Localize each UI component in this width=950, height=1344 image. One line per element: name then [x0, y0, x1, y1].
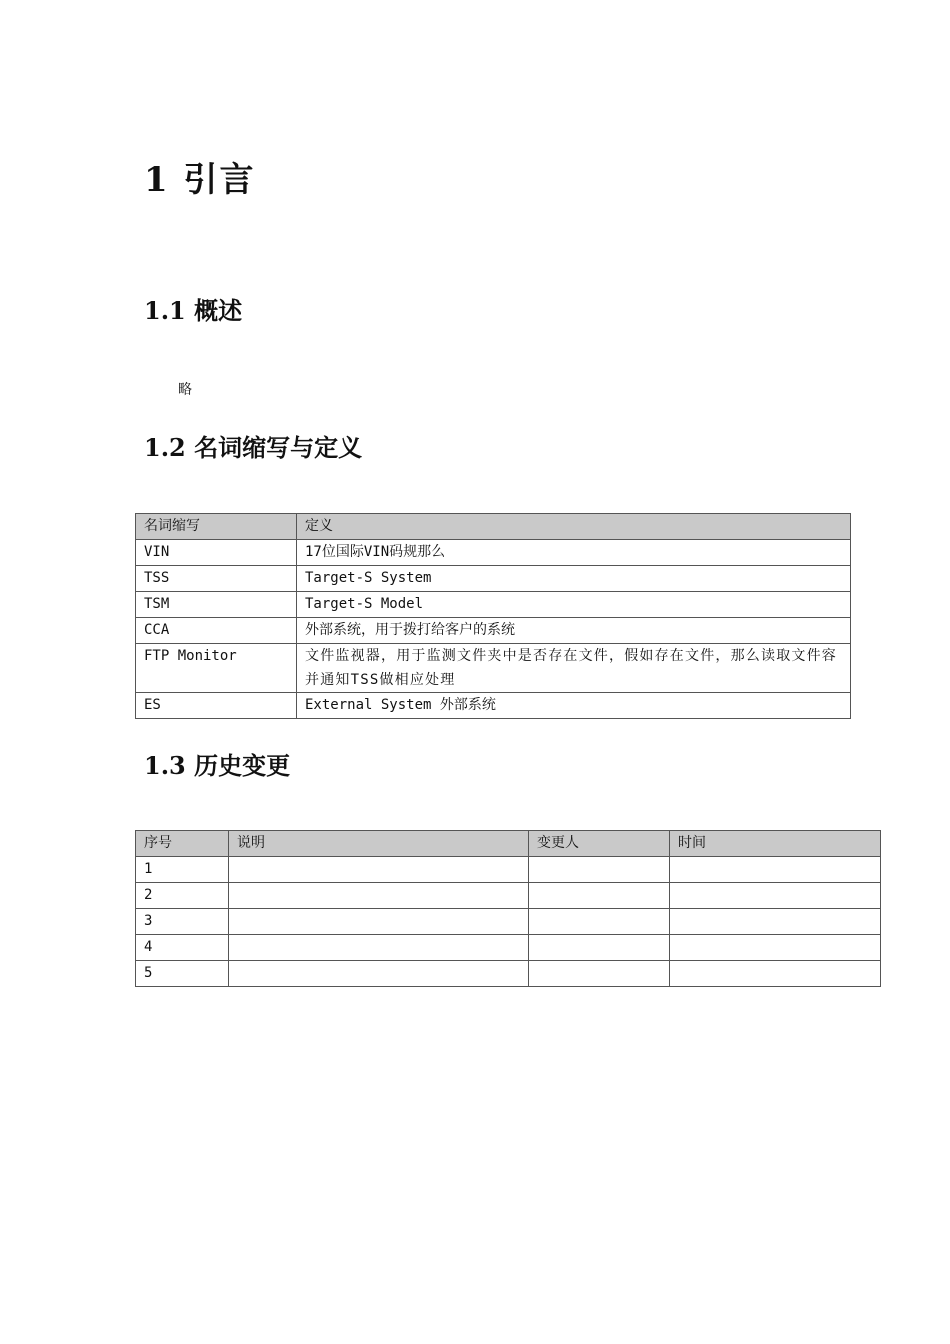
- definition-cell: 外部系统，用于拨打给客户的系统: [297, 618, 851, 644]
- history-desc-cell: [229, 935, 529, 961]
- section-overview-title: 1.1 概述: [144, 296, 243, 325]
- term-cell: CCA: [136, 618, 297, 644]
- history-author-cell: [529, 961, 670, 987]
- section-overview-body: 略: [178, 382, 192, 398]
- definition-cell: 文件监视器，用于监测文件夹中是否存在文件，假如存在文件，那么读取文件容并通知TSS做相应处理: [297, 644, 851, 693]
- table-row: [136, 909, 881, 935]
- history-time-cell: [670, 857, 881, 883]
- history-desc-cell: [229, 883, 529, 909]
- chapter-title: 1 引言: [144, 160, 256, 200]
- table-row: [136, 693, 851, 719]
- table-row: [136, 540, 851, 566]
- history-time-cell: [670, 935, 881, 961]
- terms-table: [135, 513, 851, 719]
- section-history-title: 1.3 历史变更: [144, 751, 291, 780]
- history-author-cell: [529, 909, 670, 935]
- history-header-no: 序号: [136, 831, 229, 857]
- definition-cell: Target-S System: [297, 566, 851, 592]
- history-author-cell: [529, 935, 670, 961]
- history-table: [135, 830, 881, 987]
- table-row: [136, 618, 851, 644]
- term-cell: VIN: [136, 540, 297, 566]
- section-terms-title: 1.2 名词缩写与定义: [144, 433, 363, 462]
- table-row: [136, 644, 851, 693]
- history-header-desc: 说明: [229, 831, 529, 857]
- table-row: [136, 566, 851, 592]
- history-header-author: 变更人: [529, 831, 670, 857]
- table-row: [136, 883, 881, 909]
- term-cell: FTP Monitor: [136, 644, 297, 693]
- terms-header-term: 名词缩写: [136, 514, 297, 540]
- term-cell: TSM: [136, 592, 297, 618]
- history-no-cell: 3: [136, 909, 229, 935]
- history-desc-cell: [229, 909, 529, 935]
- definition-cell: 17位国际VIN码规那么: [297, 540, 851, 566]
- history-no-cell: 1: [136, 857, 229, 883]
- terms-table-header-row: [136, 514, 851, 540]
- history-author-cell: [529, 883, 670, 909]
- history-desc-cell: [229, 961, 529, 987]
- history-no-cell: 4: [136, 935, 229, 961]
- terms-header-definition: 定义: [297, 514, 851, 540]
- table-row: [136, 961, 881, 987]
- history-time-cell: [670, 961, 881, 987]
- history-header-time: 时间: [670, 831, 881, 857]
- table-row: [136, 857, 881, 883]
- history-author-cell: [529, 857, 670, 883]
- term-cell: TSS: [136, 566, 297, 592]
- history-desc-cell: [229, 857, 529, 883]
- history-time-cell: [670, 883, 881, 909]
- definition-cell: Target-S Model: [297, 592, 851, 618]
- history-time-cell: [670, 909, 881, 935]
- table-row: [136, 592, 851, 618]
- history-no-cell: 2: [136, 883, 229, 909]
- history-table-header-row: [136, 831, 881, 857]
- definition-cell: External System 外部系统: [297, 693, 851, 719]
- table-row: [136, 935, 881, 961]
- history-no-cell: 5: [136, 961, 229, 987]
- term-cell: ES: [136, 693, 297, 719]
